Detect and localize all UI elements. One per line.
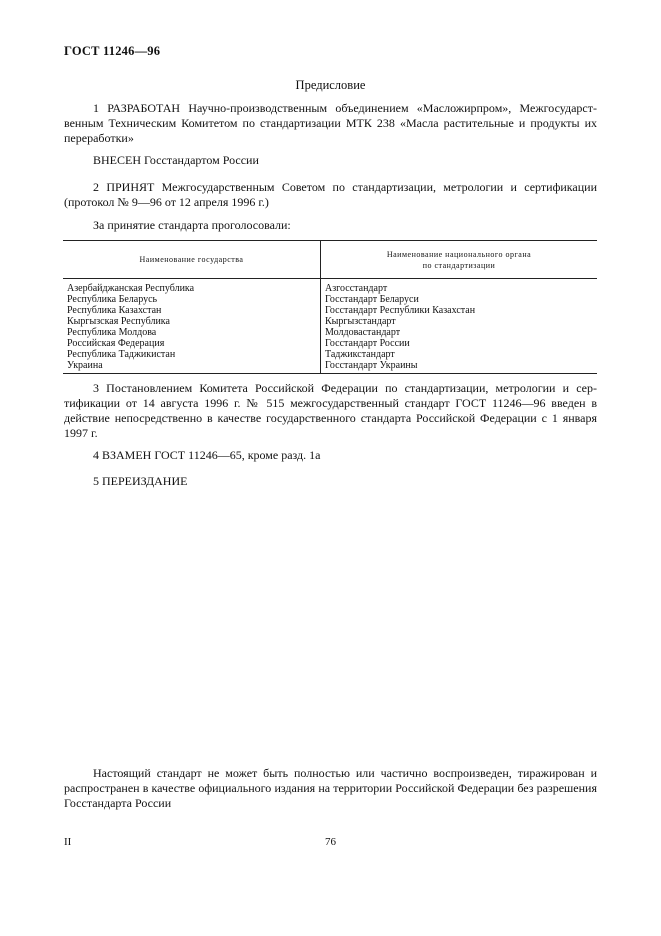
table-row-state: Украина	[67, 360, 103, 371]
table-row-state: Республика Таджикистан	[67, 349, 176, 360]
paragraph-replaces: 4 ВЗАМЕН ГОСТ 11246—65, кроме разд. 1а	[93, 448, 321, 462]
table-row-state: Республика Молдова	[67, 327, 157, 338]
paragraph-adopted: 2 ПРИНЯТ Межгосударственным Советом по стандартизации, метрологии и сертификации (протокол № 9—96 от 12 апреля 1996 г.)	[64, 180, 597, 209]
bodies-cell	[321, 279, 598, 374]
table-header-row	[63, 241, 597, 279]
table-row-body: Таджикстандарт	[325, 349, 395, 360]
page-number: 76	[325, 836, 336, 848]
column-header-body	[321, 241, 598, 279]
table-row-state: Республика Казахстан	[67, 305, 162, 316]
table-row-state: Азербайджанская Республика	[67, 283, 195, 294]
footer-roman-numeral: II	[64, 836, 72, 848]
voting-table	[63, 240, 597, 374]
table-row-state: Российская Федерация	[67, 338, 165, 349]
paragraph-resolution: 3 Постановлением Комитета Российской Федерации по стандартизации, метрологии и сер-тификации от 14 августа 1996 г. № 515 межгосударственный стандарт ГОСТ 11246—96 введен в действие непосредственно в качестве государственного стандарта Российской Федерации с 1 января 1997 г.	[64, 381, 597, 440]
table-row-state: Республика Беларусь	[67, 294, 158, 305]
copyright-notice: Настоящий стандарт не может быть полностью или частично воспроизведен, тиражирован и распространен в качестве официального издания на территории Российской Федерации без разрешения Госстандарта России	[64, 766, 597, 810]
table-row-body: Молдовастандарт	[325, 327, 401, 338]
paragraph-developed: 1 РАЗРАБОТАН Научно-производственным объединением «Масложирпром», Межгосударст-венным Техническим Комитетом по стандартизации МТК 238 «Масла растительные и продукты их переработки»	[64, 101, 597, 145]
table-row-body: Кыргызстандарт	[325, 316, 396, 327]
standard-code: ГОСТ 11246—96	[64, 44, 161, 58]
column-header-body-line1: Наименование национального органа	[386, 249, 532, 259]
table-row-body: Госстандарт Беларуси	[325, 294, 419, 305]
table-row-state: Кыргызская Республика	[67, 316, 170, 327]
states-cell	[63, 279, 321, 374]
column-header-body-line2: по стандартизации	[422, 260, 496, 270]
column-header-state: Наименование государства	[63, 241, 321, 279]
paragraph-introduced: ВНЕСЕН Госстандартом России	[93, 153, 259, 167]
vote-intro: За принятие стандарта проголосовали:	[93, 218, 291, 232]
table-body-row	[63, 279, 597, 374]
page-title: Предисловие	[295, 78, 366, 92]
paragraph-reissue: 5 ПЕРЕИЗДАНИЕ	[93, 474, 188, 488]
table-row-body: Госстандарт Республики Казахстан	[325, 305, 476, 316]
table-row-body: Госстандарт Украины	[325, 360, 418, 371]
table-row-body: Госстандарт России	[325, 338, 410, 349]
table-row-body: Азгосстандарт	[325, 283, 388, 294]
